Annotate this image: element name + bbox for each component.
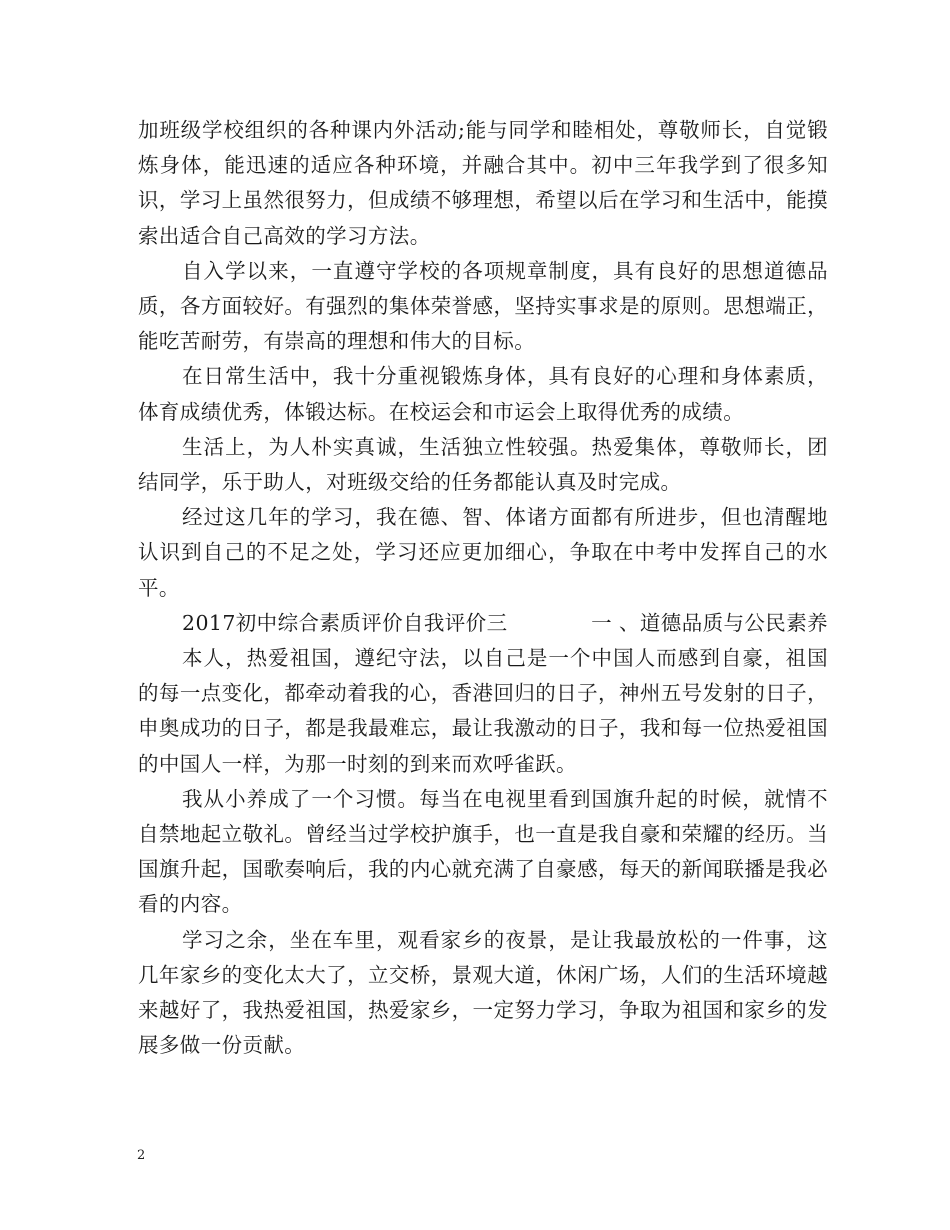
paragraph-7: 我从小养成了一个习惯。每当在电视里看到国旗升起的时候，就情不自禁地起立敬礼。曾经当过学校护旗手，也一直是我自豪和荣耀的经历。当国旗升起，国歌奏响后，我的内心就充满了自豪感，每天的新闻联播是我必看的内容。 xyxy=(138,786,828,917)
page-number: 2 xyxy=(137,1148,146,1163)
paragraph-3: 在日常生活中，我十分重视锻炼身体，具有良好的心理和身体素质，体育成绩优秀，体锻达标。在校运会和市运会上取得优秀的成绩。 xyxy=(138,364,828,424)
paragraph-2: 自入学以来，一直遵守学校的各项规章制度，具有良好的思想道德品质，各方面较好。有强烈的集体荣誉感，坚持实事求是的原则。思想端正，能吃苦耐劳，有崇高的理想和伟大的目标。 xyxy=(138,258,828,354)
section-heading xyxy=(138,606,828,641)
section-heading-subtitle: 一 、道德品质与公民素养 xyxy=(591,610,828,635)
paragraph-5: 经过这几年的学习，我在德、智、体诸方面都有所进步，但也清醒地认识到自己的不足之处，学习还应更加细心，争取在中考中发挥自己的水平。 xyxy=(138,505,828,600)
paragraph-8: 学习之余，坐在车里，观看家乡的夜景，是让我最放松的一件事，这几年家乡的变化太大了，立交桥，景观大道，休闲广场，人们的生活环境越来越好了，我热爱祖国，热爱家乡，一定努力学习，争取为祖国和家乡的发展多做一份贡献。 xyxy=(138,927,828,1058)
paragraph-1: 加班级学校组织的各种课内外活动;能与同学和睦相处，尊敬师长，自觉锻炼身体，能迅速的适应各种环境，并融合其中。初中三年我学到了很多知识，学习上虽然很努力，但成绩不够理想，希望以后在学习和生活中，能摸索出适合自己高效的学习方法。 xyxy=(138,118,828,248)
paragraph-4: 生活上，为人朴实真诚，生活独立性较强。热爱集体，尊敬师长，团结同学，乐于助人，对班级交给的任务都能认真及时完成。 xyxy=(138,434,828,495)
section-heading-title: 2017初中综合素质评价自我评价三 xyxy=(182,610,508,635)
document-body xyxy=(138,113,828,1063)
paragraph-6: 本人，热爱祖国，遵纪守法，以自己是一个中国人而感到自豪，祖国的每一点变化，都牵动着我的心，香港回归的日子，神州五号发射的日子，申奥成功的日子，都是我最难忘，最让我激动的日子，我和每一位热爱祖国的中国人一样，为那一时刻的到来而欢呼雀跃。 xyxy=(138,646,828,776)
